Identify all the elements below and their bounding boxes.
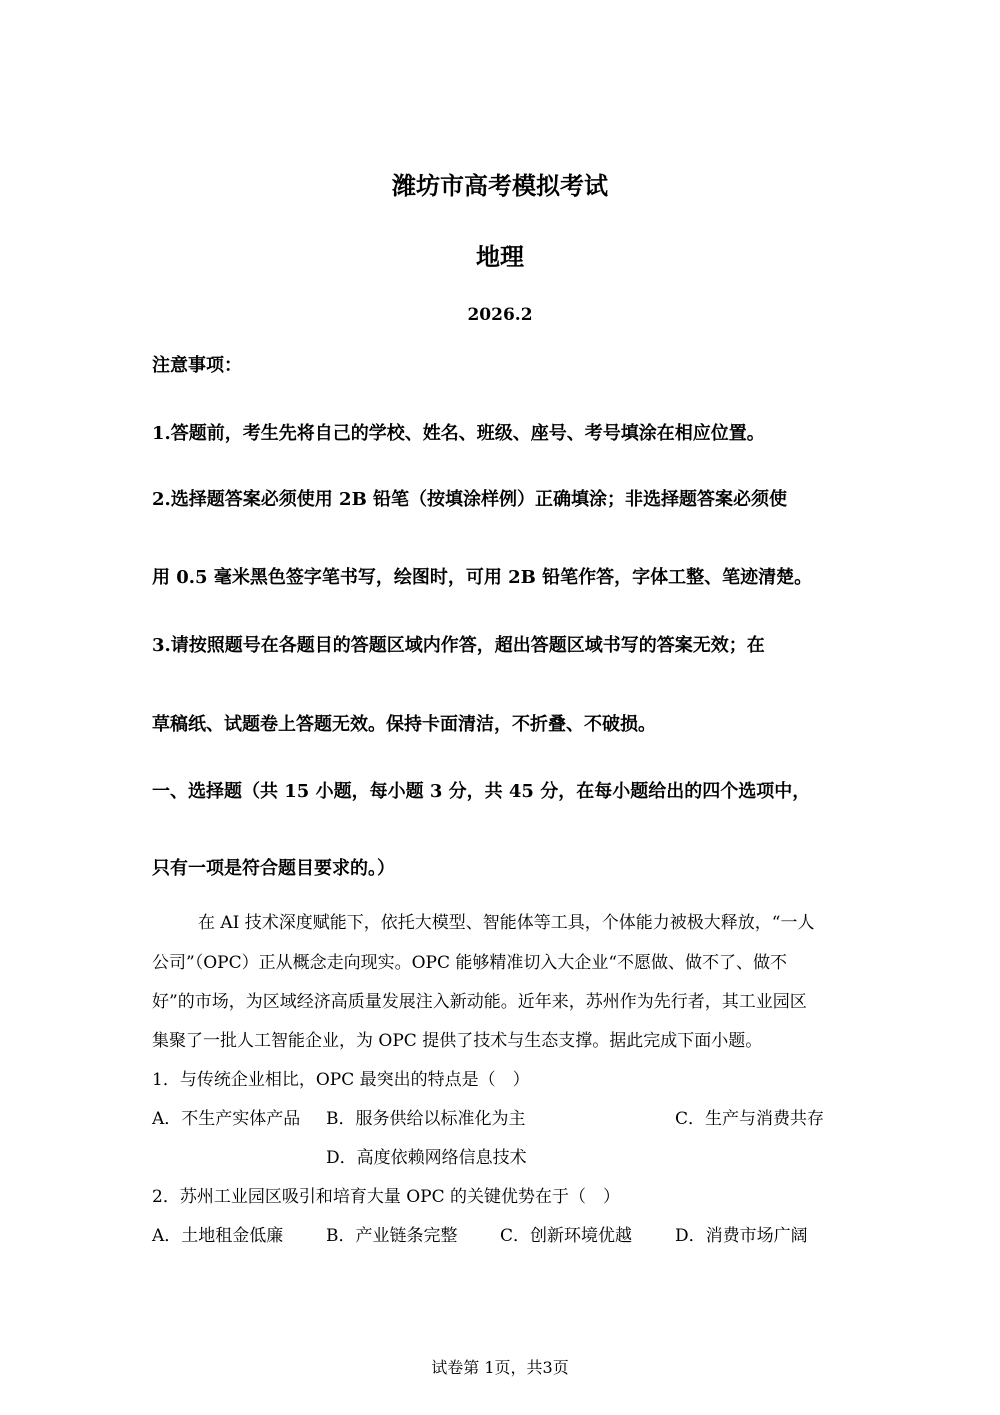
- page-footer: 试卷第 1页，共3页: [431, 1358, 569, 1377]
- notice-line: 草稿纸、试题卷上答题无效。保持卡面清洁，不折叠、不破损。: [152, 714, 656, 735]
- subject-title: 地理: [476, 242, 524, 271]
- notice-heading: 注意事项：: [152, 355, 242, 376]
- notice-line: 2.选择题答案必须使用 2B 铅笔（按填涂样例）正确填涂；非选择题答案必须使: [152, 489, 788, 510]
- passage-line: 公司”（OPC）正从概念走向现实。OPC 能够精准切入大企业“不愿做、做不了、做不: [152, 953, 788, 973]
- passage-line: 集聚了一批人工智能企业，为 OPC 提供了技术与生态支撑。据此完成下面小题。: [152, 1031, 763, 1051]
- option-c: C．生产与消费共存: [675, 1109, 825, 1129]
- question-stem: 2．苏州工业园区吸引和培育大量 OPC 的关键优势在于（ ）: [152, 1187, 621, 1207]
- passage-line: 好”的市场，为区域经济高质量发展注入新动能。近年来，苏州作为先行者，其工业园区: [152, 992, 807, 1012]
- option-d: D．消费市场广阔: [675, 1226, 808, 1246]
- option-c: C．创新环境优越: [500, 1226, 633, 1246]
- option-a: A．不生产实体产品: [152, 1109, 301, 1129]
- exam-date: 2026.2: [467, 305, 533, 325]
- notice-line: 1.答题前，考生先将自己的学校、姓名、班级、座号、考号填涂在相应位置。: [152, 423, 765, 444]
- exam-title: 潍坊市高考模拟考试: [392, 171, 608, 200]
- section-heading-line: 只有一项是符合题目要求的。）: [152, 858, 395, 879]
- option-d: D．高度依赖网络信息技术: [326, 1148, 527, 1168]
- notice-line: 3.请按照题号在各题目的答题区域内作答，超出答题区域书写的答案无效；在: [152, 635, 765, 656]
- passage-line: 在 AI 技术深度赋能下，依托大模型、智能体等工具，个体能力被极大释放，“一人: [198, 913, 815, 933]
- section-heading-line: 一、选择题（共 15 小题，每小题 3 分，共 45 分，在每小题给出的四个选项中，: [152, 781, 811, 802]
- option-a: A．土地租金低廉: [152, 1226, 284, 1246]
- option-b: B．产业链条完整: [326, 1226, 458, 1246]
- question-stem: 1．与传统企业相比，OPC 最突出的特点是（ ）: [152, 1070, 530, 1090]
- option-b: B．服务供给以标准化为主: [326, 1109, 526, 1129]
- notice-line: 用 0.5 毫米黑色签字笔书写，绘图时，可用 2B 铅笔作答，字体工整、笔迹清楚。: [152, 567, 813, 588]
